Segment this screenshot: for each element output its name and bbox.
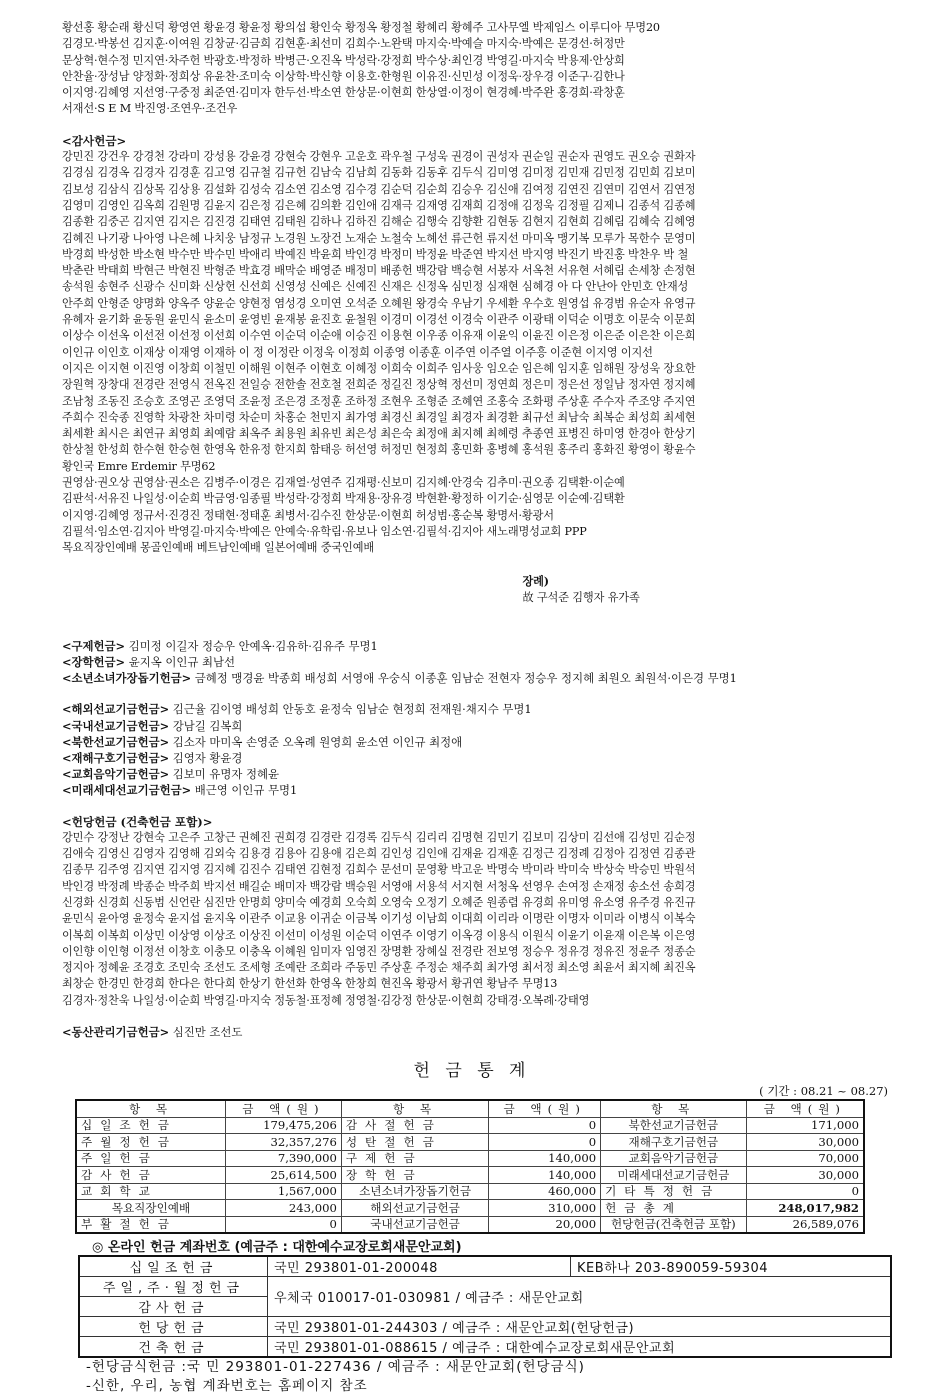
funeral-label: 장례) (522, 573, 549, 588)
fund-label: <북한선교기금헌금> (62, 734, 170, 749)
stats-header-cell: 금 액(원) (489, 1100, 601, 1117)
stats-header-row (76, 1100, 864, 1117)
stats-item: 해외선교기금헌금 (341, 1200, 488, 1217)
top-name-list: 황선홍 황순래 황신덕 황영연 황윤경 황윤정 황의섭 황인숙 황정옥 황정철 황혜리 황혜주 고사무엘 박제임스 이루디아 무명20 김경모·박봉선 김지훈·이여원 김창균·김금희 김현훈·최선미 김희수·노완택 마지숙·박예슬 마지숙·박예은 문경선·허정만 문상혁·현수정 민지연·차주헌 박광호·박정하 박병근·오진옥 박성락·강정희 박수상·최인경 박영길·마지숙 박용제·안상희 안찬율·장성남 양정화·정희상 유윤찬·조미숙 이상학·박신향 이용호·한형원 이유진·신민성 이정욱·장우경 이준구·김한나 이지영·김혜영 지선영·구중정 최준연·김미자 한두선·박소연 한상문·이현희 한상열·이정이 현경혜·박주완 홍경희·곽창훈 서재선·S E M 박진영·조연우·조건우 (62, 21, 660, 116)
account-label: 건축헌금 (79, 1337, 268, 1358)
stats-item: 기타특정헌금 (601, 1183, 747, 1200)
stats-header-cell: 항 목 (76, 1100, 225, 1117)
stats-amount: 0 (746, 1183, 864, 1200)
stats-header-cell: 항 목 (601, 1100, 747, 1117)
stats-amount: 1,567,000 (225, 1183, 341, 1200)
stats-item: 구제헌금 (341, 1150, 488, 1167)
stats-amount: 30,000 (746, 1134, 864, 1151)
thanksgiving-names: 강민진 강건우 강경천 강라미 강성용 강윤경 강현숙 강현우 고운호 곽우철 구성욱 권경이 권성자 권순일 권순자 권영도 권오승 권화자 김경심 김경옥 김경자 김경훈 김고영 김규철 김규헌 김남숙 김남희 김동화 김동후 김두식 김미영 김미정 김민재 김민정 김민희 김보미 김보성 김삼식 김상목 김상용 김설화 김성숙 김소연 김소영 김수경 김순덕 김순희 김승우 김신애 김여정 김연진 김연미 김연서 김연정 김영미 김영인 김옥희 김원명 김윤지 김은정 김은혜 김의환 김인애 김재극 김재영 김재희 김정애 김정욱 김정필 김제니 김종석 김종혜 김종환 김중곤 김지연 김지은 김진경 김태연 김태원 김하나 김하진 김해순 김행숙 김향환 김현동 김현지 김현희 김혜림 김혜숙 김혜영 김혜진 나기광 나아영 나은혜 나치웅 남정규 노경원 노장건 노재순 노철숙 노혜선 류근헌 류지선 마미옥 맹기복 모루가 목한수 문영미 박경희 박성한 박소현 박수만 박수민 박애리 박예진 박윤희 박인경 박정미 박정윤 박준연 박지선 박지영 박진기 박진홍 박찬우 박 철 박춘란 박태희 박현근 박현진 박형준 박효경 배막순 배영준 배정미 배종헌 백강람 백승현 서봉자 서옥천 서유현 서혜림 손세창 손정현 송석원 송현주 신광수 신미화 신상헌 신선희 신영성 신예은 신예진 신재은 신정옥 심민정 심재현 심혜경 아 다 안난아 안민호 안재성 안주희 안형준 양명화 양옥주 양윤순 양현정 염성경 오미연 오석준 오혜원 왕경숙 우남기 우세환 우수호 원영섭 유경범 유순자 유영규 유혜자 윤기화 윤동원 윤민식 윤소미 윤영빈 윤재봉 윤진호 윤철원 이경미 이경선 이경숙 이관주 이광태 이덕순 이명호 이문숙 이문희 이상수 이선옥 이선전 이선정 이선희 이수연 이순덕 이순애 이승진 이용현 이우종 이유재 이윤익 이윤진 이은정 이은준 이은찬 이은희 이인규 이인호 이재상 이재영 이재하 이 정 이정란 이정욱 이정희 이종영 이종훈 이주연 이주열 이주흥 이준현 이지영 이지선 이지은 이지현 이진영 이창희 이철민 이해원 이현주 이현호 이혜정 이희숙 이희주 임사웅 임오순 임은혜 임지훈 임해원 장성욱 장요한 장원혁 장창대 전경란 전영식 전옥진 전일승 전한솔 전호철 전희준 정길진 정상혁 정선미 정연희 정은미 정은선 정일남 정자연 정지혜 조남청 조동진 조승호 조영곤 조영덕 조윤정 조은경 조정훈 조하정 조현우 조형준 조혜연 조홍숙 조화평 주상훈 주수자 주조양 주지연 주희수 진숙종 진영학 차광찬 차미령 차순미 차홍순 천민지 최가영 최경신 최경일 최경자 최경환 최규선 최남숙 최복순 최성희 최세현 최세환 최시은 최연규 최영희 최예람 최옥주 최용원 최유빈 최은성 최은숙 최정애 최지혜 최혜령 추종연 표병진 하미영 한경아 한상기 한상철 한성희 한수현 한승현 한영옥 한유정 한지희 함태응 허선영 허정민 현정희 홍민화 홍병혜 홍석원 홍주리 홍화진 황영이 황윤수 황인국 Emre Erdemir 무명62 권영삼·권오상 권영삼·권소은 김병주·이경은 김재열·성연주 김재평·신보미 김지혜·안경숙 김추미·권오종 김택환·이순예 김판석·서유진 나일성·이순희 박금영·임종필 박성락·강정희 박재용·장유경 박현환·황정하 이기순·심영문 이순예·김택환 이지영·김혜영 정규서·진경진 정태현·정태훈 최병서·김수진 한상문·이현희 허성범·홍순복 황명서·황광서 김필석·임소연·김지아 박영길·마지숙·박예은 안예숙·유학림·유보나 임소연·김필석·김지아 새노래명성교회 PPP 목요직장인예배 몽골인예배 베트남인예배 일본어예배 중국인예배 (62, 150, 696, 555)
stats-amount: 140,000 (489, 1167, 601, 1184)
account-value: KEB하나 203-890059-59304 (571, 1256, 892, 1277)
stats-row (76, 1200, 864, 1217)
fund-names: 김근율 김이영 배성희 안동호 윤정숙 임남순 현정희 전재원·채지수 무명1 (172, 702, 532, 717)
account-row-weekly (79, 1277, 891, 1297)
fund-names: 김영자 황윤경 (172, 750, 243, 765)
fund-label: <소년소녀가장돕기헌금> (62, 671, 192, 686)
fund-names: 윤지옥 이인규 최남선 (128, 654, 236, 669)
funeral-note (62, 557, 882, 623)
fund-label: <장학헌금> (62, 654, 126, 669)
account-value: 국민 293801-01-088615 / 예금주 : 대한예수교장로회새문안교회 (268, 1337, 892, 1358)
account-value: 국민 293801-01-244303 / 예금주 : 새문안교회(헌당헌금) (268, 1317, 892, 1337)
accounts-title: ◎ 온라인 헌금 계좌번호 (예금주 : 대한예수교장로회새문안교회) (92, 1240, 462, 1256)
stats-item: 주월정헌금 (76, 1134, 225, 1151)
funeral-text: 故 구석준 김행자 유가족 (522, 591, 640, 605)
fund-row (62, 766, 882, 782)
stats-amount: 460,000 (489, 1183, 601, 1200)
stats-period: ( 기간 : 08.21 ~ 08.27) (759, 1084, 888, 1099)
stats-row (76, 1150, 864, 1167)
fund-names: 금혜정 맹경윤 박종희 배성희 서영애 우숭식 이종훈 임남순 전현자 정승우 정지혜 최원오 최원석·이은경 무명1 (194, 671, 737, 686)
fund-label: <교회음악기금헌금> (62, 767, 170, 782)
stats-item: 감사헌금 (76, 1167, 225, 1184)
stats-item: 헌당헌금(건축헌금 포함) (601, 1216, 747, 1233)
section-property (62, 1024, 882, 1040)
account-row-building (79, 1337, 891, 1358)
stats-row (76, 1134, 864, 1151)
stats-amount: 179,475,206 (225, 1117, 341, 1134)
stats-item: 주일헌금 (76, 1150, 225, 1167)
stats-header-cell: 항 목 (341, 1100, 488, 1117)
footnote-other-banks: -신한, 우리, 농협 계좌번호는 홈페이지 참조 (86, 1378, 368, 1395)
account-row-dedication (79, 1317, 891, 1337)
account-row-tithe (79, 1256, 891, 1277)
stats-item: 소년소녀가장돕기헌금 (341, 1183, 488, 1200)
account-label: 주일,주·월정헌금 (79, 1277, 268, 1297)
section-heading: <감사헌금> (62, 133, 127, 148)
stats-row (76, 1216, 864, 1233)
fund-names: 배근영 이인규 무명1 (194, 783, 298, 798)
stats-amount: 248,017,982 (746, 1200, 864, 1217)
stats-item: 장학헌금 (341, 1167, 488, 1184)
section-thanksgiving (62, 133, 882, 623)
stats-header-cell: 금 액(원) (225, 1100, 341, 1117)
stats-row (76, 1183, 864, 1200)
fund-label: <재해구호기금헌금> (62, 750, 170, 765)
account-value: 우체국 010017-01-030981 / 예금주 : 새문안교회 (268, 1277, 892, 1317)
stats-title: 헌 금 통 계 (413, 1061, 531, 1082)
stats-amount: 30,000 (746, 1167, 864, 1184)
stats-item: 재해구호기금헌금 (601, 1134, 747, 1151)
stats-item: 교회학교 (76, 1183, 225, 1200)
stats-item: 목요직장인예배 (76, 1200, 225, 1217)
fund-label: <미래세대선교기금헌금> (62, 783, 192, 798)
stats-amount: 70,000 (746, 1150, 864, 1167)
stats-amount: 140,000 (489, 1150, 601, 1167)
dedication-names: 강민수 강정난 강현숙 고은주 고창근 권혜진 권희경 김경란 김경록 김두식 김리리 김명현 김민기 김보미 김상미 김선애 김성민 김순정 김애숙 김영신 김영자 김영해 김외숙 김용경 김용아 김용애 김은희 김인성 김인애 김재윤 김재훈 김정근 김정례 김정아 김정연 김종관 김종무 김주영 김지연 김지영 김지혜 김진수 김태연 김현정 김희수 문선미 문영황 박고운 박명숙 박미라 박미숙 박상숙 박승민 박원석 박인경 박정례 박종순 박주희 박지선 배길순 배미자 백강람 백승원 서영애 서용석 서지현 서청옥 선영우 손여정 손재정 송소선 송희경 신경화 신경희 신동범 신언란 심진만 안명희 양미숙 예경희 오숙희 오영숙 오정기 오혜준 원종렴 유경희 유미영 유소영 유주경 유진규 윤민식 윤아영 윤정숙 윤지섭 윤지옥 이관주 이교용 이귀순 이금복 이기성 이남희 이대희 이리라 이명란 이명자 이미라 이병식 이복숙 이복희 이복희 이상민 이상영 이상조 이상진 이선미 이성원 이순덕 이연주 이영기 이옥경 이용식 이원식 이윤기 이윤재 이은복 이은영 이인향 이인형 이정선 이창호 이충모 이충옥 이혜원 임미자 임영진 장명환 장혜실 전경란 전보영 정승우 정유경 정유진 정윤주 정종순 정지아 정혜윤 조경호 조민숙 조선도 조세형 조예란 조희라 주동민 주상훈 주정순 채주희 최가영 최서정 최소영 최윤서 최지혜 최진옥 최창순 한경민 한경희 한다은 한다희 한상기 한선화 한영옥 한창희 현진옥 황광서 황귀연 황남주 무명13 김경자·정찬욱 나일성·이순희 박영길·마지숙 정동철·표정혜 정영철·김강정 한상문·이현희 강태경·오복례·강태영 (62, 830, 696, 1007)
offering-stats-table (75, 1099, 865, 1234)
fund-row (62, 701, 882, 717)
section-relief (62, 638, 882, 687)
section-heading: <헌당헌금 (건축헌금 포함)> (62, 814, 213, 829)
stats-amount: 32,357,276 (225, 1134, 341, 1151)
fund-row (62, 638, 882, 654)
fund-row (62, 782, 882, 798)
stats-item: 부활절헌금 (76, 1216, 225, 1233)
account-value: 국민 293801-01-200048 (268, 1256, 571, 1277)
fund-row (62, 734, 882, 750)
fund-row (62, 654, 882, 670)
fund-names: 강남길 김복희 (172, 718, 243, 733)
stats-item: 헌금총계 (601, 1200, 747, 1217)
stats-amount: 7,390,000 (225, 1150, 341, 1167)
stats-amount: 25,614,500 (225, 1167, 341, 1184)
section-funds (62, 701, 882, 798)
footnote-dedication-fast: -헌당금식헌금 :국 민 293801-01-227436 / 예금주 : 새문안교회(헌당금식) (86, 1359, 585, 1376)
stats-item: 북한선교기금헌금 (601, 1117, 747, 1134)
stats-body (76, 1117, 864, 1233)
stats-row (76, 1117, 864, 1134)
account-label: 십일조헌금 (79, 1256, 268, 1277)
stats-amount: 243,000 (225, 1200, 341, 1217)
section-dedication (62, 814, 882, 1010)
stats-item: 미래세대선교기금헌금 (601, 1167, 747, 1184)
stats-item: 감사절헌금 (341, 1117, 488, 1134)
stats-amount: 0 (489, 1117, 601, 1134)
fund-names: 김미정 이길자 정승우 안예옥·김유하·김유주 무명1 (128, 638, 378, 653)
stats-amount: 26,589,076 (746, 1216, 864, 1233)
stats-amount: 171,000 (746, 1117, 864, 1134)
fund-names: 김보미 유명자 정혜윤 (172, 767, 280, 782)
stats-amount: 0 (489, 1134, 601, 1151)
fund-names: 김소자 마미옥 손영준 오옥례 원영희 윤소연 이인규 최정애 (172, 734, 463, 749)
fund-label: <해외선교기금헌금> (62, 702, 170, 717)
stats-amount: 310,000 (489, 1200, 601, 1217)
stats-amount: 20,000 (489, 1216, 601, 1233)
property-names: 심진만 조선도 (172, 1025, 243, 1040)
property-label: <동산관리기금헌금> (62, 1025, 170, 1040)
fund-row (62, 670, 882, 686)
stats-amount: 0 (225, 1216, 341, 1233)
accounts-table (78, 1255, 892, 1358)
fund-label: <국내선교기금헌금> (62, 718, 170, 733)
offering-document (62, 20, 888, 1396)
stats-item: 국내선교기금헌금 (341, 1216, 488, 1233)
fund-label: <구제헌금> (62, 638, 126, 653)
fund-row (62, 750, 882, 766)
stats-item: 십일조헌금 (76, 1117, 225, 1134)
stats-item: 성탄절헌금 (341, 1134, 488, 1151)
fund-row (62, 718, 882, 734)
stats-item: 교회음악기금헌금 (601, 1150, 747, 1167)
account-label: 감사헌금 (79, 1297, 268, 1317)
stats-row (76, 1167, 864, 1184)
stats-header-cell: 금 액(원) (746, 1100, 864, 1117)
account-label: 헌당헌금 (79, 1317, 268, 1337)
